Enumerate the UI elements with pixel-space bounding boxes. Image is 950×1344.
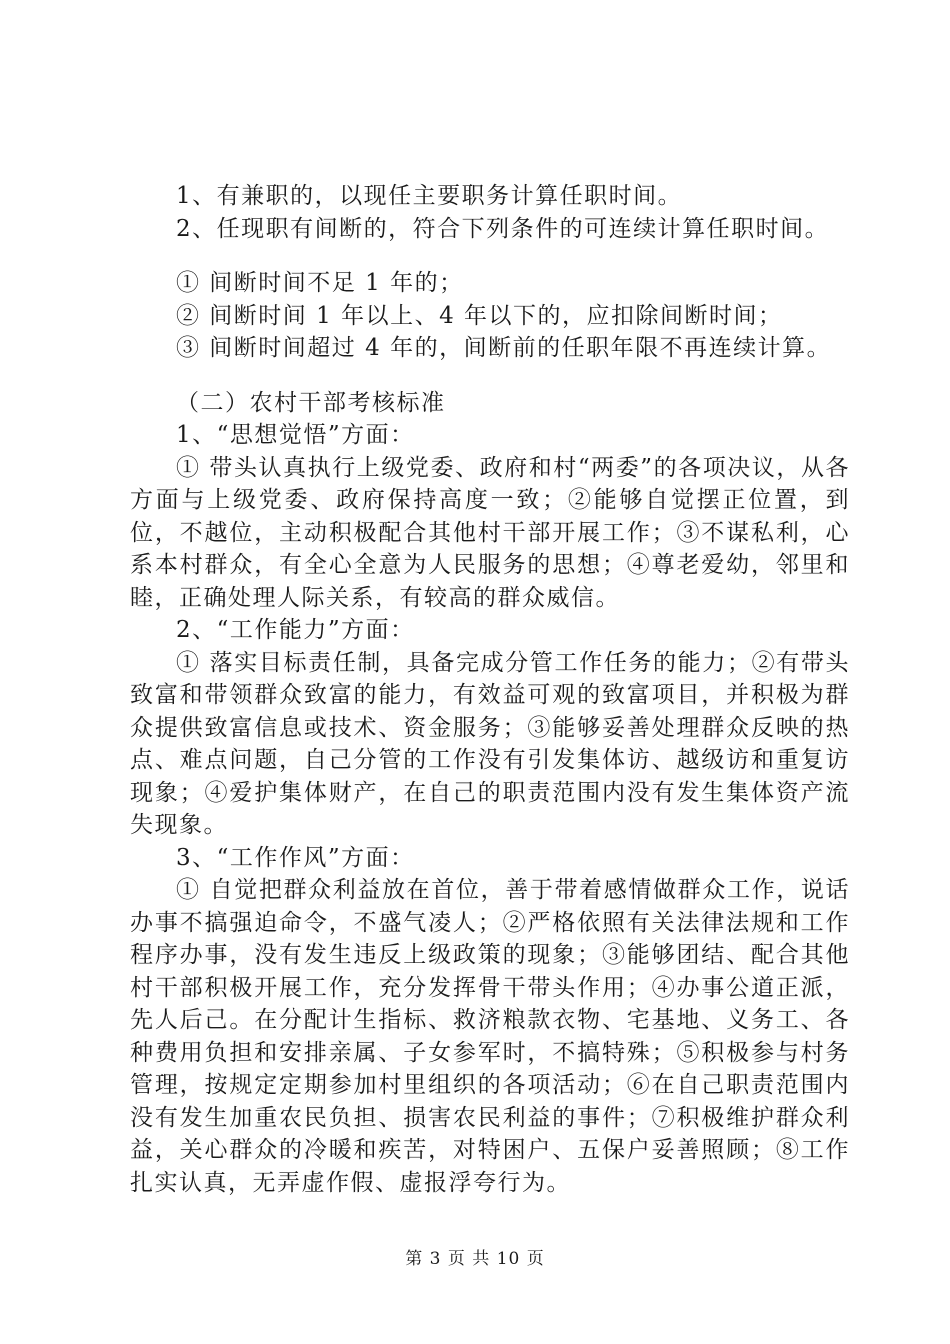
subsection-1-body: ① 带头认真执行上级党委、政府和村“两委”的各项决议，从各方面与上级党委、政府保持高度一致；②能够自觉摆正位置，到位，不越位，主动积极配合其他村干部开展工作；③不谋私利，心系本村群众，有全心全意为人民服务的思想；④尊老爱幼，邻里和睦，正确处理人际关系，有较高的群众威信。: [130, 454, 850, 611]
item-interrupted-post: 2、任现职有间断的，符合下列条件的可连续计算任职时间。: [176, 215, 830, 242]
section-heading: （二）农村干部考核标准: [176, 389, 446, 416]
subsection-1-title: 1、“思想觉悟”方面：: [176, 422, 415, 448]
condition-1: ① 间断时间不足 1 年的；: [176, 270, 464, 296]
page-number-footer: 第 3 页 共 10 页: [405, 1249, 545, 1269]
subsection-3-title: 3、“工作作风”方面：: [176, 844, 415, 871]
item-concurrent-post: 1、有兼职的，以现任主要职务计算任职时间。: [176, 183, 683, 209]
condition-2: ② 间断时间 1 年以上、4 年以下的，应扣除间断时间；: [176, 302, 783, 329]
subsection-3-body: ① 自觉把群众利益放在首位，善于带着感情做群众工作，说话办事不搞强迫命令，不盛气凌人；②严格依照有关法律法规和工作程序办事，没有发生违反上级政策的现象；③能够团结、配合其他村干部积极开展工作，充分发挥骨干带头作用；④办事公道正派，先人后己。在分配计生指标、救济粮款衣物、宅基地、义务工、各种费用负担和安排亲属、子女参军时，不搞特殊；⑤积极参与村务管理，按规定定期参加村里组织的各项活动；⑥在自己职责范围内没有发生加重农民负担、损害农民利益的事件；⑦积极维护群众利益，关心群众的冷暖和疾苦，对特困户、五保户妥善照顾；⑧工作扎实认真，无弄虚作假、虚报浮夸行为。: [130, 877, 850, 1196]
spacer: [130, 245, 850, 267]
document-body: [130, 180, 850, 1199]
spacer: [130, 365, 850, 387]
condition-3: ③ 间断时间超过 4 年的，间断前的任职年限不再连续计算。: [176, 335, 832, 361]
subsection-2-body: ① 落实目标责任制，具备完成分管工作任务的能力；②有带头致富和带领群众致富的能力，有效益可观的致富项目，并积极为群众提供致富信息或技术、资金服务；③能够妥善处理群众反映的热点、难点问题，自己分管的工作没有引发集体访、越级访和重复访现象；④爱护集体财产，在自己的职责范围内没有发生集体资产流失现象。: [130, 649, 850, 838]
subsection-2-title: 2、“工作能力”方面：: [176, 617, 415, 643]
